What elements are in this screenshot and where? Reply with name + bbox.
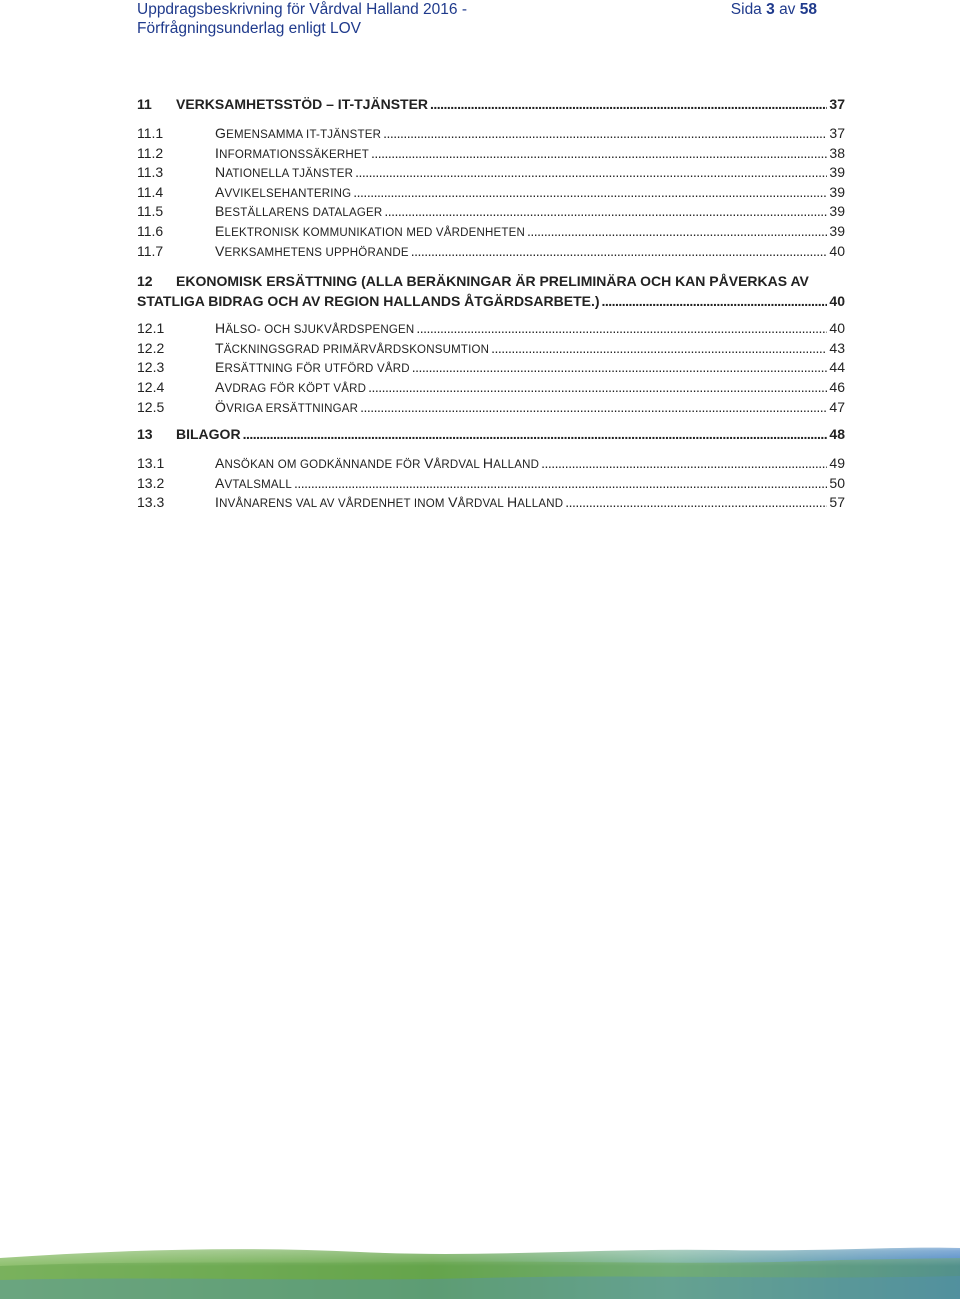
toc-num: 11.7 (137, 242, 164, 259)
toc-num: 12.5 (137, 398, 165, 415)
toc-num: 11.6 (137, 222, 164, 239)
toc-title (215, 379, 366, 395)
toc-leader (360, 399, 827, 415)
toc-title-cont: STATLIGA BIDRAG OCH AV REGION HALLANDS ÅTGÄRDSARBETE.) (137, 293, 600, 310)
toc-page: 44 (829, 359, 845, 376)
toc-leader (384, 203, 827, 219)
toc-title-rest: EMENSAMMA IT-TJÄNSTER (226, 129, 382, 141)
toc-title-cap: A (215, 474, 225, 491)
toc-title: EKONOMISK ERSÄTTNING (ALLA BERÄKNINGAR ÄR PRELIMINÄRA OCH KAN PÅVERKAS AV (176, 273, 809, 290)
toc-entry-11-7[interactable] (137, 243, 845, 263)
toc-leader (243, 426, 828, 442)
toc-title-rest: ATIONELLA TJÄNSTER (225, 168, 354, 181)
toc-title-rest: RSÄTTNING FÖR UTFÖRD VÅRD (224, 363, 410, 376)
toc-num: 12 (137, 273, 153, 290)
toc-entry-11-5[interactable] (137, 203, 845, 223)
toc-leader (411, 243, 828, 259)
toc-num: 13.1 (137, 455, 165, 472)
toc-page: 43 (829, 339, 845, 356)
toc-title-cap: T (215, 339, 224, 356)
toc-entry-12-3[interactable] (137, 359, 845, 379)
toc-title: VERKSAMHETSSTÖD – IT-TJÄNSTER (176, 96, 429, 112)
document-title: Uppdragsbeskrivning för Vårdval Halland 2016 - (137, 1, 467, 18)
toc-title (215, 399, 358, 415)
toc-title-rest: NSÖKAN OM GODKÄNNANDE FÖR (224, 459, 424, 472)
toc-page: 39 (829, 183, 845, 200)
toc-title-cap: H (215, 320, 226, 337)
toc-title-rest: ALLAND (517, 498, 564, 511)
toc-title-cap: A (215, 378, 225, 395)
toc-title-rest: ALLAND (493, 459, 540, 472)
toc-title (215, 475, 292, 491)
footer-decorative-band (0, 1236, 960, 1299)
toc-entry-12-line2 (137, 291, 845, 311)
toc-leader (412, 359, 828, 375)
toc-title-rest: LEKTRONISK KOMMUNIKATION MED VÅRDENHETEN (224, 226, 525, 239)
toc-page: 47 (829, 398, 845, 415)
toc-entry-11-2[interactable] (137, 145, 845, 165)
toc-title (215, 359, 410, 375)
toc-entry-11-6[interactable] (137, 223, 845, 243)
toc-title (215, 125, 381, 141)
document-subtitle: Förfrågningsunderlag enligt LOV (137, 20, 362, 37)
toc-title-rest: ÅRDVAL (433, 459, 483, 472)
toc-title-cap: V (215, 242, 225, 259)
toc-title-cap: I (215, 494, 220, 511)
toc-leader (416, 320, 827, 336)
toc-title-rest: VRIGA ERSÄTTNINGAR (226, 402, 359, 415)
toc-title (215, 243, 409, 259)
toc-title (215, 223, 525, 239)
toc-entry-13-1[interactable] (137, 455, 845, 475)
toc-leader (491, 340, 827, 356)
toc-title-rest: ÅRDVAL (457, 498, 507, 511)
toc-page: 49 (829, 455, 845, 472)
toc-entry-12-4[interactable] (137, 379, 845, 399)
toc-leader (294, 475, 827, 491)
toc-title-cap: B (215, 203, 225, 220)
toc-leader (527, 223, 827, 239)
toc-num: 11.4 (137, 183, 164, 200)
toc-page: 39 (829, 164, 845, 181)
toc-num: 13.2 (137, 474, 165, 491)
toc-title-cap: E (215, 222, 225, 239)
table-of-contents (137, 96, 845, 514)
toc-num: 11.5 (137, 203, 164, 220)
toc-page: 50 (829, 474, 845, 491)
toc-page: 40 (829, 242, 845, 259)
toc-page: 39 (829, 222, 845, 239)
toc-leader (565, 494, 827, 510)
toc-num: 13.3 (137, 494, 165, 511)
toc-num: 11.2 (137, 144, 164, 161)
toc-entry-13-2[interactable] (137, 475, 845, 495)
page-current: 3 (766, 1, 775, 18)
toc-num: 12.3 (137, 359, 165, 376)
toc-title-rest: VTALSMALL (224, 478, 292, 491)
toc-entry-11-4[interactable] (137, 184, 845, 204)
toc-page: 40 (829, 293, 845, 310)
toc-leader (541, 455, 827, 471)
toc-entry-12-line1 (137, 271, 845, 291)
toc-leader (368, 379, 827, 395)
toc-title-rest: NVÅNARENS VAL AV VÅRDENHET INOM (219, 498, 449, 511)
toc-title-rest: VDRAG FÖR KÖPT VÅRD (224, 382, 367, 395)
toc-title-cap: Ö (215, 398, 227, 415)
toc-num: 11.1 (137, 125, 164, 141)
toc-title (215, 494, 563, 510)
toc-title-cap: V (424, 455, 434, 472)
page-number (731, 0, 817, 19)
toc-entry-12-2[interactable] (137, 340, 845, 360)
toc-page: 48 (829, 426, 845, 443)
toc-title-cap: A (215, 183, 225, 200)
toc-num: 11.3 (137, 164, 164, 181)
toc-leader (383, 125, 827, 141)
toc-num: 13 (137, 426, 153, 443)
toc-title (215, 320, 414, 336)
toc-title (215, 164, 353, 180)
toc-leader (430, 96, 827, 112)
toc-num: 11 (137, 96, 152, 112)
footer-band-graphic (0, 1236, 960, 1299)
page-prefix: Sida (730, 1, 762, 18)
page-total: 58 (799, 1, 817, 18)
toc-num: 12.1 (137, 320, 165, 337)
toc-page: 40 (829, 320, 845, 337)
toc-title-cap: N (215, 164, 226, 181)
toc-title: BILAGOR (176, 426, 241, 443)
toc-title-cap: E (215, 359, 225, 376)
toc-page: 37 (829, 96, 845, 112)
toc-entry-13-3[interactable] (137, 494, 845, 514)
toc-title-rest: ERKSAMHETENS UPPHÖRANDE (224, 246, 409, 259)
toc-title (215, 184, 351, 200)
toc-title (215, 340, 489, 356)
toc-title-cap: G (215, 125, 227, 141)
toc-num: 12.4 (137, 378, 165, 395)
toc-entry-12-5[interactable] (137, 399, 845, 419)
toc-entry-11-1[interactable] (137, 125, 845, 145)
toc-title-cap: H (506, 494, 518, 511)
toc-page: 39 (829, 203, 845, 220)
toc-title (215, 203, 382, 219)
toc-title-cap: I (215, 144, 220, 161)
toc-title-rest: ÄLSO- OCH SJUKVÅRDSPENGEN (225, 324, 415, 337)
page-header (137, 0, 817, 38)
toc-entry-13[interactable] (137, 426, 845, 445)
toc-title-cap: A (215, 455, 225, 472)
toc-title (215, 455, 539, 471)
page-sep: av (779, 1, 796, 18)
toc-leader (353, 184, 827, 200)
toc-title-rest: ESTÄLLARENS DATALAGER (224, 207, 383, 220)
toc-entry-12-1[interactable] (137, 320, 845, 340)
toc-num: 12.2 (137, 339, 165, 356)
toc-title (215, 145, 369, 161)
toc-page: 46 (829, 378, 845, 395)
toc-title-rest: NFORMATIONSSÄKERHET (219, 148, 369, 161)
toc-leader (355, 164, 827, 180)
toc-entry-12[interactable] (137, 271, 845, 311)
toc-page: 37 (829, 125, 845, 141)
toc-entry-11-3[interactable] (137, 164, 845, 184)
toc-title-rest: VVIKELSEHANTERING (224, 187, 352, 200)
toc-page: 38 (829, 144, 845, 161)
toc-leader (602, 291, 828, 311)
toc-title-cap: V (448, 494, 458, 511)
toc-title-cap: H (482, 455, 494, 472)
toc-title-rest: ÄCKNINGSGRAD PRIMÄRVÅRDSKONSUMTION (223, 343, 490, 356)
toc-entry-11[interactable] (137, 96, 845, 115)
toc-leader (371, 145, 827, 161)
toc-page: 57 (829, 494, 845, 511)
